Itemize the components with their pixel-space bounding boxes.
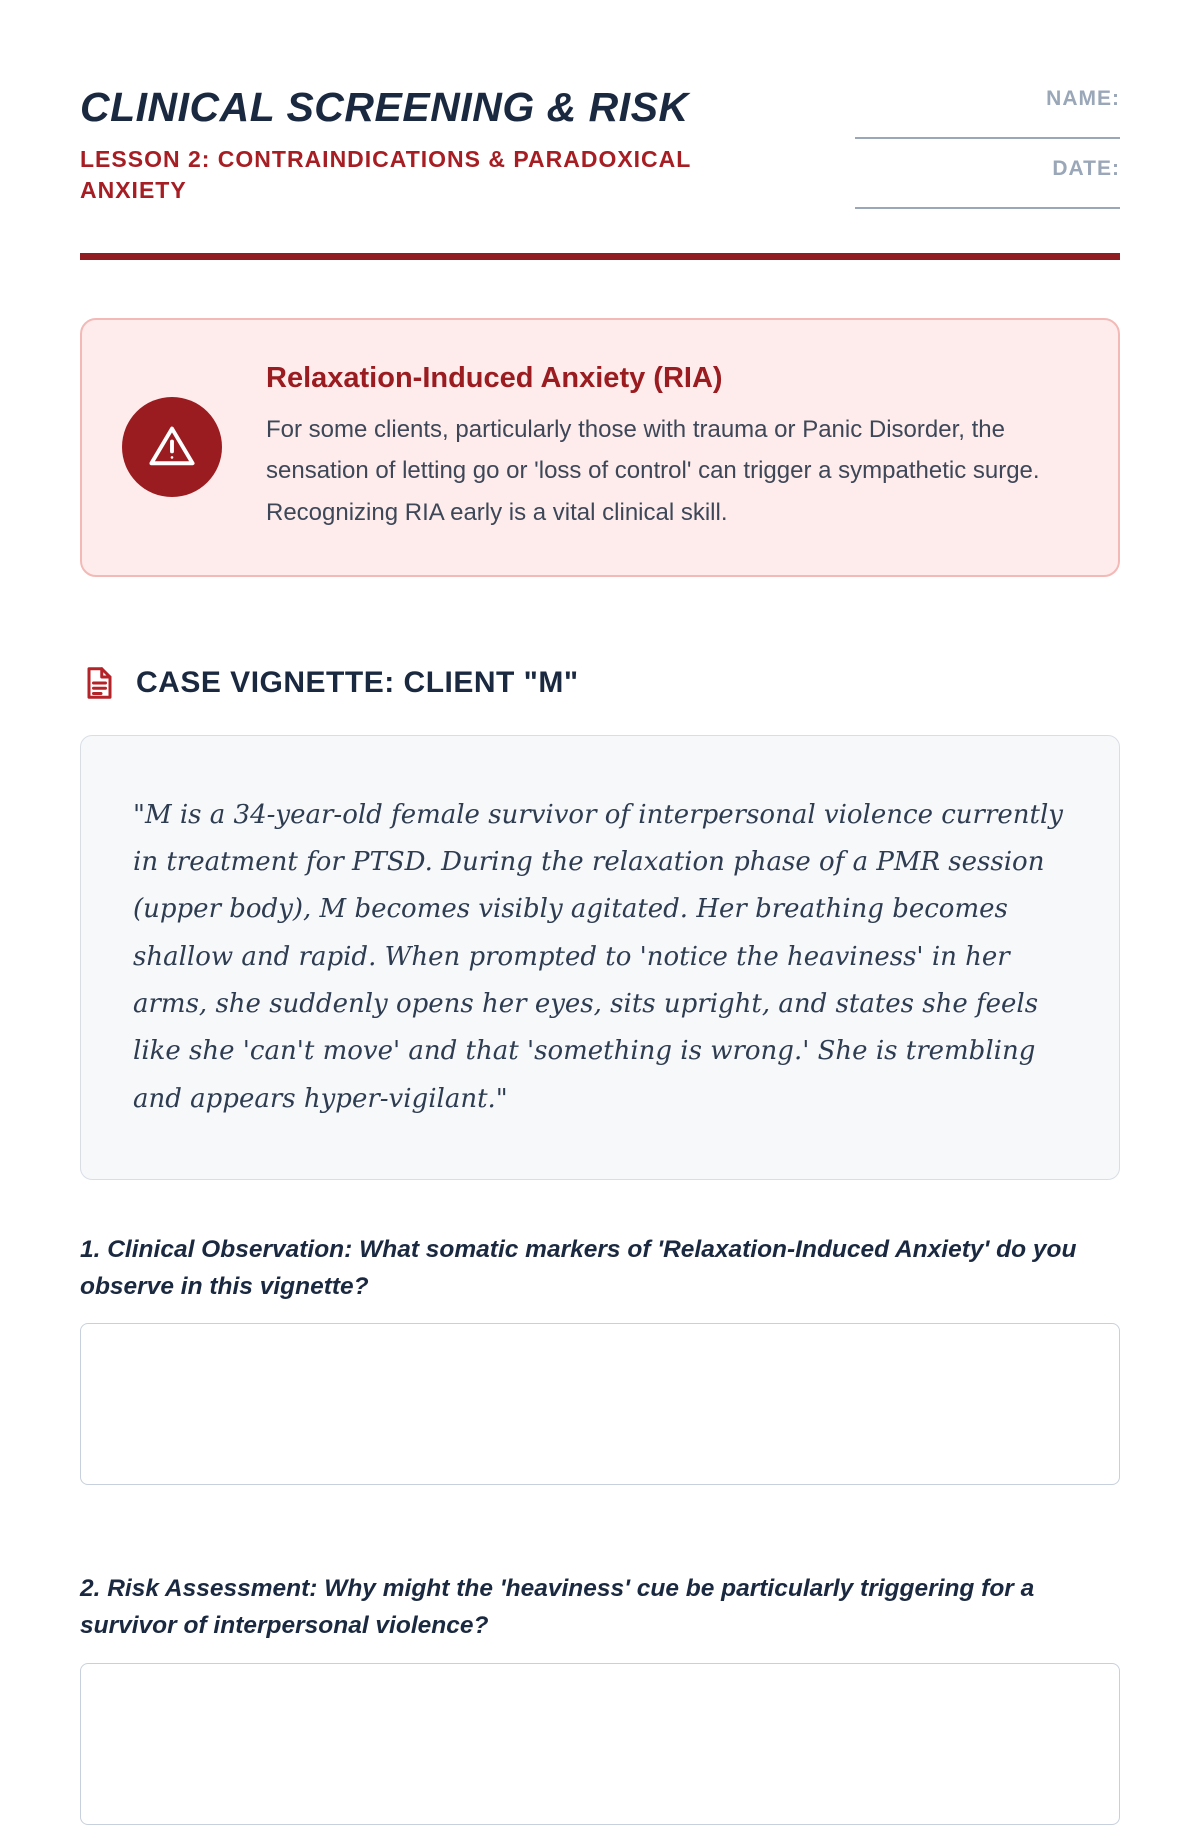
question-1: [80, 1232, 1120, 1486]
question-1-label: 1. Clinical Observation: What somatic markers of 'Relaxation-Induced Anxiety' do you observe in this vignette?: [80, 1235, 1077, 1300]
ria-alert-callout: [80, 318, 1120, 577]
name-input-line[interactable]: [855, 137, 1120, 139]
header: [80, 85, 1120, 209]
vignette-box: [80, 735, 1120, 1180]
page-subtitle: LESSON 2: CONTRAINDICATIONS & PARADOXICAL ANXIETY: [80, 146, 691, 204]
header-titles: [80, 85, 760, 206]
date-label: DATE:: [1052, 157, 1120, 180]
document-icon: [80, 665, 116, 701]
name-label: NAME:: [1046, 87, 1120, 110]
alert-title: Relaxation-Induced Anxiety (RIA): [266, 362, 723, 394]
section-title: CASE VIGNETTE: CLIENT "M": [136, 665, 579, 699]
question-1-answer-input[interactable]: [80, 1323, 1120, 1485]
question-2-answer-input[interactable]: [80, 1663, 1120, 1825]
date-field-group: [855, 157, 1120, 209]
question-2: [80, 1571, 1120, 1825]
page-title: CLINICAL SCREENING & RISK: [80, 84, 689, 130]
date-input-line[interactable]: [855, 207, 1120, 209]
question-2-label: 2. Risk Assessment: Why might the 'heaviness' cue be particularly triggering for a survivor of interpersonal violence?: [80, 1575, 1035, 1640]
warning-triangle-icon: [122, 397, 222, 497]
alert-content: [266, 362, 1046, 533]
alert-body: For some clients, particularly those with trauma or Panic Disorder, the sensation of letting go or 'loss of control' can trigger a sympathetic surge. Recognizing RIA early is a vital clinical skill.: [266, 416, 1040, 526]
name-field-group: [855, 87, 1120, 139]
name-date-block: [855, 85, 1120, 209]
vignette-text: "M is a 34-year-old female survivor of interpersonal violence currently in treatment for PTSD. During the relaxation phase of a PMR session (upper body), M becomes visibly agitated. Her breathing becomes shallow and rapid. When prompted to 'notice the heaviness' in her arms, she suddenly opens her eyes, sits upright, and states she feels like she 'can't move' and that 'something is wrong.' She is trembling and appears hyper-vigilant.": [133, 799, 1063, 1114]
case-vignette-heading: [80, 665, 1120, 701]
header-divider: [80, 253, 1120, 260]
